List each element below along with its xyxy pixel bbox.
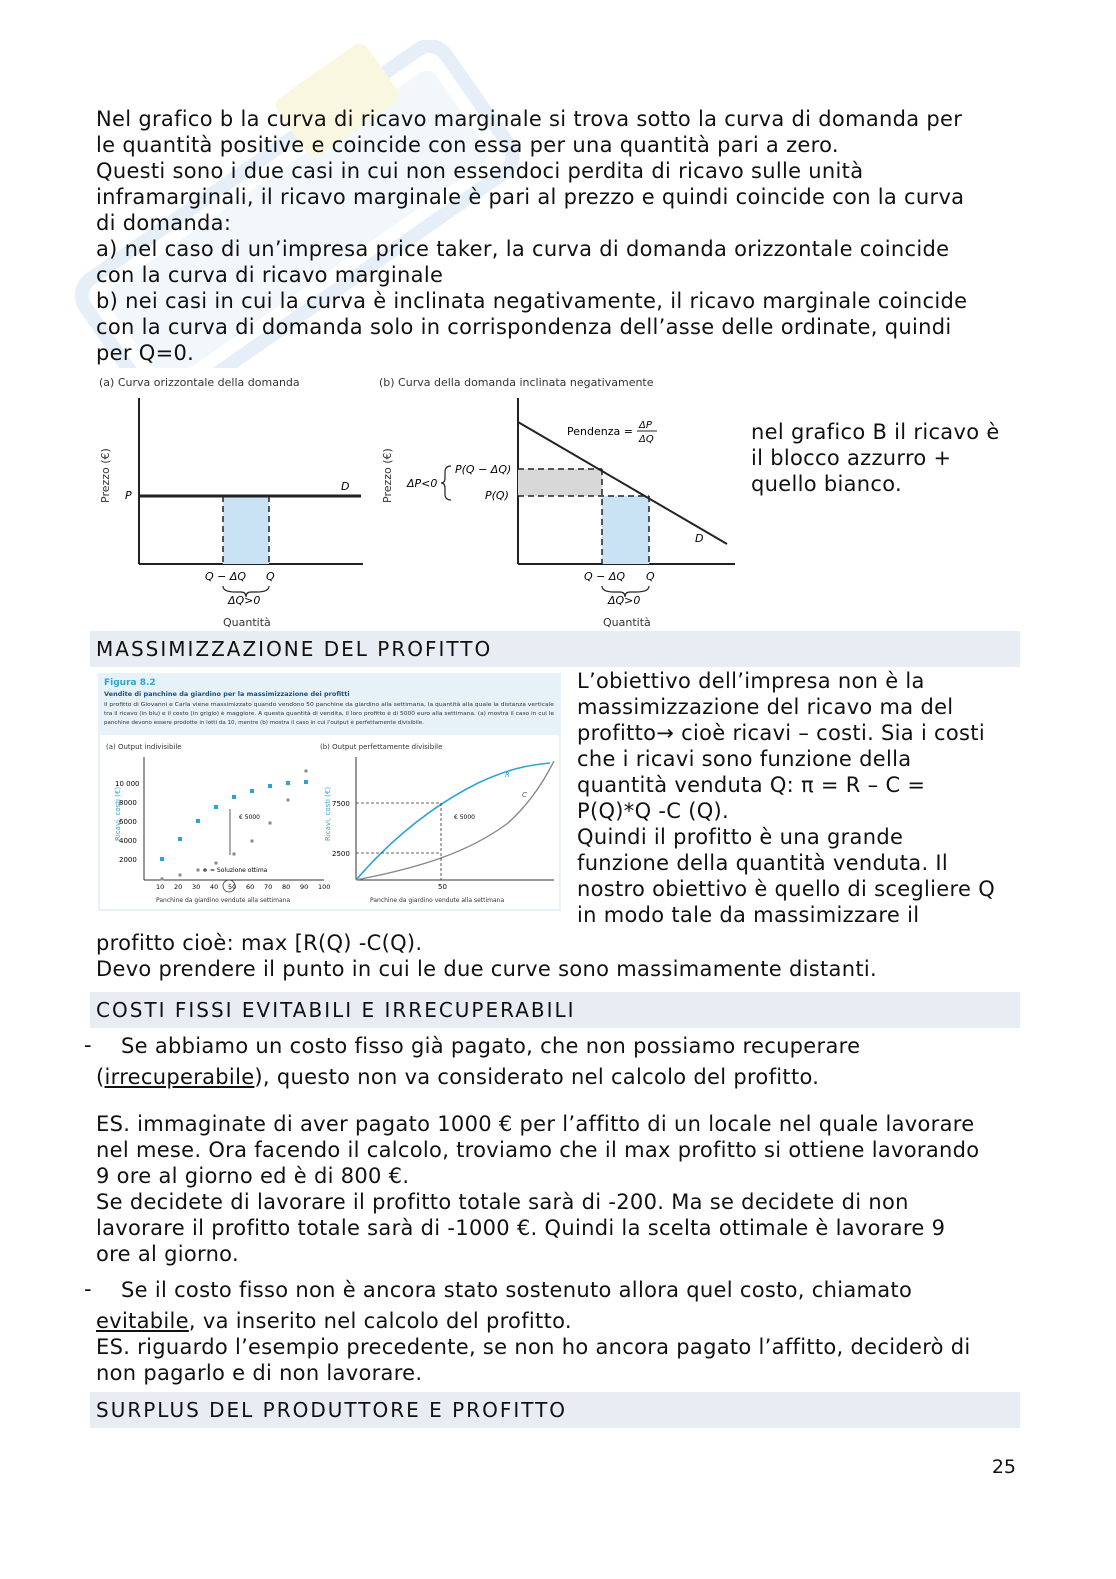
panel-a-revenue-block <box>223 496 269 564</box>
intro-line: b) nei casi in cui la curva è inclinata negativamente, il ricavo marginale coincide <box>96 289 968 313</box>
profit-line: funzione della quantità venduta. Il <box>577 851 949 875</box>
bullet1-line2-rest: ), questo non va considerato nel calcolo del profitto. <box>254 1065 820 1089</box>
term-evitabile: evitabile <box>96 1309 189 1333</box>
section-heading-surplus: SURPLUS DEL PRODUTTORE E PROFITTO <box>90 1392 1020 1428</box>
figure2-b-x-tick: 50 <box>438 883 447 891</box>
figure2-panel-a-x-label: Panchine da giardino vendute alla settimana <box>156 897 291 904</box>
figure2-x-tick: 80 <box>282 883 291 891</box>
figure2-caption-body-2: tra il ricavo (in blu) e il costo (in grigio) è maggiore. A questa quantità di vendita, il loro profitto è di 5000 euro alla settimana. (a) mostra il caso in cui le <box>104 711 516 717</box>
revenue-point <box>232 795 236 799</box>
intro-line: per Q=0. <box>96 341 195 365</box>
figure2-x-tick: 30 <box>192 883 201 891</box>
figure2-x-tick: 10 <box>156 883 165 891</box>
panel-b-p-q-minus-label: P(Q − ΔQ) <box>455 463 512 476</box>
figure2-legend-marker <box>203 868 207 872</box>
cost-point <box>197 869 200 872</box>
revenue-point <box>196 819 200 823</box>
profit-line: in modo tale da massimizzare il <box>577 903 920 927</box>
section-heading-profit: MASSIMIZZAZIONE DEL PROFITTO <box>90 631 1020 667</box>
panel-b-lost-revenue-block <box>518 469 602 496</box>
figure2-panel-a-y-label: Ricavi, costi (€) <box>114 786 122 841</box>
figure2-caption-body-3: panchine devono essere prodotte in lotti da 10, mentre (b) mostra il caso in cui l'output è perfettamente divisibile. <box>104 720 414 726</box>
bullet1-line1: Se abbiamo un costo fisso già pagato, che non possiamo recuperare <box>121 1034 861 1058</box>
cost-point <box>287 799 290 802</box>
revenue-point <box>268 784 272 788</box>
panel-b-p-q-label: P(Q) <box>485 489 509 502</box>
revenue-point <box>214 805 218 809</box>
bullet2-line2 <box>96 1308 1026 1334</box>
example1-line: lavorare il profitto totale sarà di -1000 €. Quindi la scelta ottimale è lavorare 9 <box>96 1216 946 1240</box>
figure2-r-label: R <box>505 771 510 779</box>
panel-b-q-label: Q <box>646 570 655 583</box>
intro-line: Nel grafico b la curva di ricavo marginale si trova sotto la curva di domanda per <box>96 107 963 131</box>
profit-line: P(Q)*Q -C (Q). <box>577 799 729 823</box>
profit-line: Quindi il profitto è una grande <box>577 825 904 849</box>
bullet-dash: - <box>84 1033 92 1057</box>
revenue-point <box>304 780 308 784</box>
cost-point <box>269 822 272 825</box>
demand-curves-svg <box>95 368 740 630</box>
revenue-point <box>160 857 164 861</box>
figure2-x-tick: 20 <box>174 883 183 891</box>
example1-paragraph <box>96 1111 1026 1267</box>
intro-line: le quantità positive e coincide con essa per una quantità pari a zero. <box>96 133 839 157</box>
panel-b-q-minus-label: Q − ΔQ <box>584 570 626 583</box>
revenue-point <box>178 837 182 841</box>
figure2-y-tick: 6000 <box>119 818 137 826</box>
figure1-note <box>751 419 1031 497</box>
figure2-b-gap-label: € 5000 <box>454 814 475 821</box>
example1-line: 9 ore al giorno ed è di 800 €. <box>96 1164 410 1188</box>
figure2-x-tick: 70 <box>264 883 273 891</box>
cost-point <box>233 853 236 856</box>
bullet-dash: - <box>84 1277 92 1301</box>
page-number: 25 <box>991 1456 1016 1478</box>
revenue-point <box>250 789 254 793</box>
panel-a-q-label: Q <box>266 570 275 583</box>
intro-line: con la curva di ricavo marginale <box>96 263 444 287</box>
profit-side-text <box>577 668 1027 928</box>
bullet2-line4: non pagarlo e di non lavorare. <box>96 1361 423 1385</box>
panel-a-q-minus-label: Q − ΔQ <box>205 570 247 583</box>
figure2-x-tick: 90 <box>300 883 309 891</box>
panel-a-dq-label: ΔQ>0 <box>228 594 261 607</box>
figure2-y-tick: 10 000 <box>115 780 140 788</box>
figure2-b-y-tick: 2500 <box>332 850 350 858</box>
intro-line: a) nel caso di un’impresa price taker, la curva di domanda orizzontale coincide <box>96 237 950 261</box>
panel-a-p-label: P <box>125 489 132 502</box>
intro-line: Questi sono i due casi in cui non essendoci perdita di ricavo sulle unità <box>96 159 864 183</box>
bullet1-line2 <box>96 1064 1026 1090</box>
panel-b-dq-label: ΔQ>0 <box>608 594 641 607</box>
intro-line: inframarginali, il ricavo marginale è pari al prezzo e quindi coincide con la curva <box>96 185 965 209</box>
cost-point <box>305 770 308 773</box>
panel-a-x-label: Quantità <box>223 616 271 629</box>
example1-line: ES. immaginate di aver pagato 1000 € per l’affitto di un locale nel quale lavorare <box>96 1112 975 1136</box>
revenue-point <box>286 781 290 785</box>
figure2-caption: Vendite di panchine da giardino per la massimizzazione dei profitti <box>104 690 350 698</box>
figure2-y-tick: 2000 <box>119 856 137 864</box>
note-line: nel grafico B il ricavo è <box>751 420 1000 444</box>
example1-line: Se decidete di lavorare il profitto totale sarà di -200. Ma se decidete di non <box>96 1190 909 1214</box>
profit-line: L’obiettivo dell’impresa non è la <box>577 669 925 693</box>
panel-b-dp-brace <box>441 466 451 500</box>
panel-b-slope-den: ΔQ <box>639 434 654 445</box>
figure2-gap-label: € 5000 <box>239 814 260 821</box>
panel-b-slope-num: ΔP <box>639 420 652 431</box>
figure2-legend-label: = Soluzione ottima <box>210 867 268 874</box>
panel-b-d-label: D <box>695 532 704 545</box>
figure2-label: Figura 8.2 <box>104 678 156 688</box>
figure2-panel-a-title: (a) Output indivisibile <box>106 743 182 751</box>
profit-line: nostro obiettivo è quello di scegliere Q <box>577 877 996 901</box>
figure2-panel-b-x-label: Panchine da giardino vendute alla settimana <box>370 897 505 904</box>
panel-a-title: (a) Curva orizzontale della domanda <box>99 376 300 389</box>
intro-line: con la curva di domanda solo in corrispondenza dell’asse delle ordinate, quindi <box>96 315 952 339</box>
profit-line: che i ricavi sono funzione della <box>577 747 912 771</box>
demand-curves-figure <box>95 368 740 630</box>
figure2-c-label: C <box>522 791 527 799</box>
profit-figure <box>98 673 561 911</box>
intro-paragraph <box>96 106 1026 366</box>
bullet2-line2-rest: , va inserito nel calcolo del profitto. <box>188 1309 572 1333</box>
panel-b-y-label: Prezzo (€) <box>381 448 394 503</box>
cost-point <box>251 840 254 843</box>
profit-tail-paragraph <box>96 930 1026 982</box>
figure2-x-tick: 100 <box>318 883 331 891</box>
cost-point <box>215 862 218 865</box>
figure2-x-tick: 60 <box>246 883 255 891</box>
bullet2-lines <box>96 1308 1026 1386</box>
figure2-x-tick: 40 <box>210 883 219 891</box>
note-line: quello bianco. <box>751 472 902 496</box>
profit-tail-line: profitto cioè: max [R(Q) -C(Q). <box>96 931 423 955</box>
note-line: il blocco azzurro + <box>751 446 952 470</box>
example1-line: ore al giorno. <box>96 1242 239 1266</box>
panel-b-revenue-block <box>602 496 649 564</box>
panel-b-x-label: Quantità <box>603 616 651 629</box>
section-heading-costs: COSTI FISSI EVITABILI E IRRECUPERABILI <box>90 992 1020 1028</box>
figure2-y-tick: 8000 <box>119 799 137 807</box>
figure2-panel-b-title: (b) Output perfettamente divisibile <box>320 743 443 751</box>
panel-b-dp-label: ΔP<0 <box>407 477 438 490</box>
example1-line: nel mese. Ora facendo il calcolo, troviamo che il max profitto si ottiene lavorando <box>96 1138 980 1162</box>
bullet1-open-paren: ( <box>96 1065 105 1089</box>
bullet2-line1: Se il costo fisso non è ancora stato sostenuto allora quel costo, chiamato <box>121 1278 913 1302</box>
term-irrecuperabile: irrecuperabile <box>104 1065 255 1089</box>
panel-a-d-label: D <box>341 480 350 493</box>
figure2-x-tick: 50 <box>228 883 237 891</box>
panel-a-y-label: Prezzo (€) <box>99 448 112 503</box>
cost-point <box>161 878 164 881</box>
profit-line: massimizzazione del ricavo ma del <box>577 695 954 719</box>
figure2-caption-body-1: Il profitto di Giovanni e Carla viene massimizzato quando vendono 50 panchine da giardino alla settimana, la quantità alla quale la distanza verticale <box>104 702 508 708</box>
profit-line: profitto→ cioè ricavi – costi. Sia i costi <box>577 721 985 745</box>
figure2-b-y-tick: 7500 <box>332 800 350 808</box>
panel-b-title: (b) Curva della domanda inclinata negativamente <box>379 376 654 389</box>
profit-tail-line: Devo prendere il punto in cui le due curve sono massimamente distanti. <box>96 957 877 981</box>
panel-b-slope-label: Pendenza = <box>567 425 633 438</box>
intro-line: di domanda: <box>96 211 232 235</box>
bullet2-line3: ES. riguardo l’esempio precedente, se non ho ancora pagato l’affitto, deciderò di <box>96 1335 971 1359</box>
figure2-panel-b-y-label: Ricavi, costi (€) <box>324 786 332 841</box>
profit-figure-svg <box>98 673 561 911</box>
figure2-y-tick: 4000 <box>119 837 137 845</box>
cost-point <box>179 874 182 877</box>
profit-line: quantità venduta Q: π = R – C = <box>577 773 926 797</box>
